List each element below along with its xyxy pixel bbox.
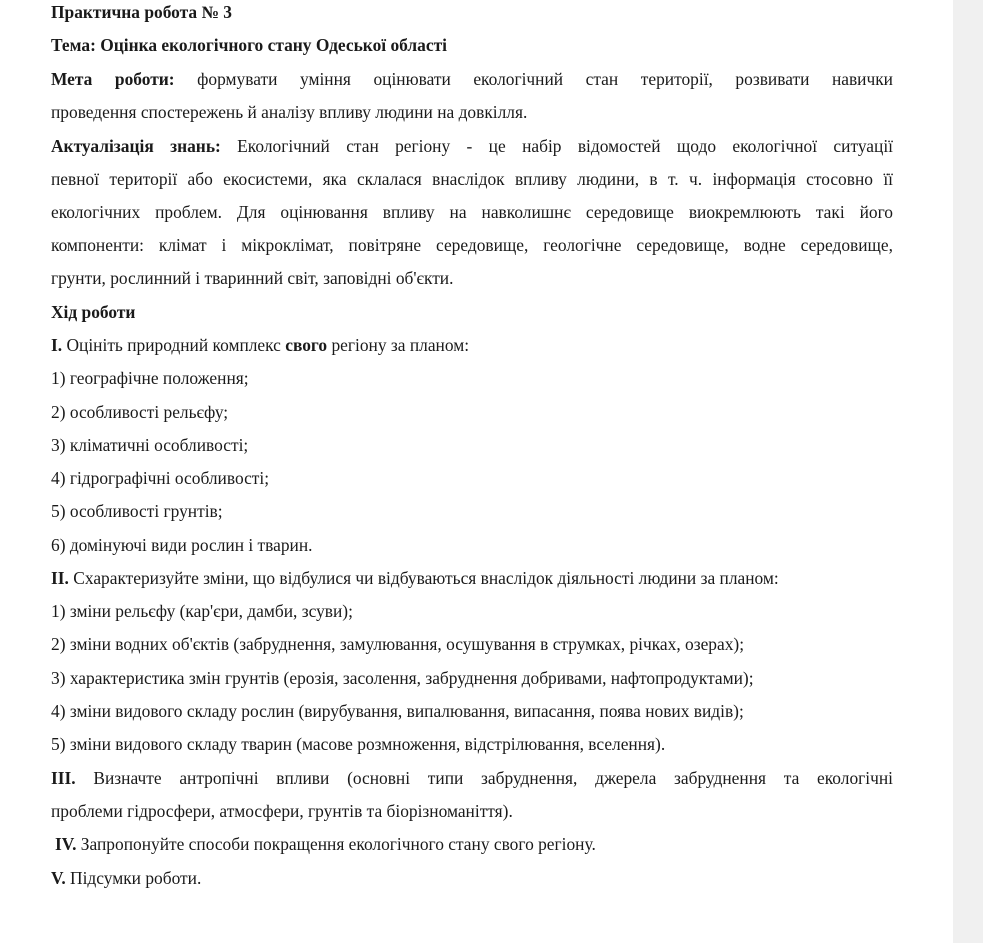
list-item: 1) зміни рельєфу (кар'єри, дамби, зсуви); (51, 601, 353, 621)
list-item: 4) зміни видового складу рослин (вирубування, випалювання, випасання, поява нових видів); (51, 701, 744, 721)
list-item: 4) гідрографічні особливості; (51, 468, 270, 488)
update-line-2: певної території або екосистеми, яка склалася внаслідок впливу людини, в т. ч. інформація стосовно її (51, 169, 893, 189)
section-5-heading: V. Підсумки роботи. (51, 868, 202, 888)
section-3-heading: III. Визначте антропічні впливи (основні типи забруднення, джерела забруднення та екологічні (51, 768, 893, 788)
update-label: Актуалізація знань: (51, 136, 221, 156)
section-1-heading: I. Оцініть природний комплекс свого регіону за планом: (51, 335, 470, 355)
update-paragraph: Актуалізація знань: Екологічний стан регіону - це набір відомостей щодо екологічної ситуації (51, 136, 893, 156)
list-item: 1) географічне положення; (51, 368, 249, 388)
doc-title: Практична робота № 3 (51, 2, 232, 22)
progress-heading: Хід роботи (51, 302, 136, 322)
list-item: 2) зміни водних об'єктів (забруднення, замулювання, осушування в струмках, річках, озерах); (51, 634, 745, 654)
page-margin-strip (953, 0, 983, 943)
list-item: 2) особливості рельєфу; (51, 402, 229, 422)
section-3-cont: проблеми гідросфери, атмосфери, грунтів та біорізноманіття). (51, 801, 513, 821)
section-4-heading: IV. Запропонуйте способи покращення екологічного стану свого регіону. (55, 834, 596, 854)
goal-label: Мета роботи: (51, 69, 175, 89)
goal-paragraph-cont: проведення спостережень й аналізу впливу людини на довкілля. (51, 102, 528, 122)
list-item: 5) особливості грунтів; (51, 501, 223, 521)
goal-paragraph: Мета роботи: формувати уміння оцінювати екологічний стан території, розвивати навички (51, 69, 893, 89)
list-item: 3) характеристика змін грунтів (ерозія, засолення, забруднення добривами, нафтопродуктами); (51, 668, 754, 688)
list-item: 3) кліматичні особливості; (51, 435, 249, 455)
section-2-heading: II. Схарактеризуйте зміни, що відбулися чи відбуваються внаслідок діяльності людини за планом: (51, 568, 779, 588)
update-line-3: екологічних проблем. Для оцінювання впливу на навколишнє середовище виокремлюють такі його (51, 202, 893, 222)
list-item: 5) зміни видового складу тварин (масове розмноження, відстрілювання, вселення). (51, 734, 666, 754)
update-line-4: компоненти: клімат і мікроклімат, повітряне середовище, геологічне середовище, водне середовище, (51, 235, 893, 255)
list-item: 6) домінуючі види рослин і тварин. (51, 535, 313, 555)
doc-topic: Тема: Оцінка екологічного стану Одеської області (51, 35, 447, 55)
update-line-5: грунти, рослинний і тваринний світ, заповідні об'єкти. (51, 268, 454, 288)
